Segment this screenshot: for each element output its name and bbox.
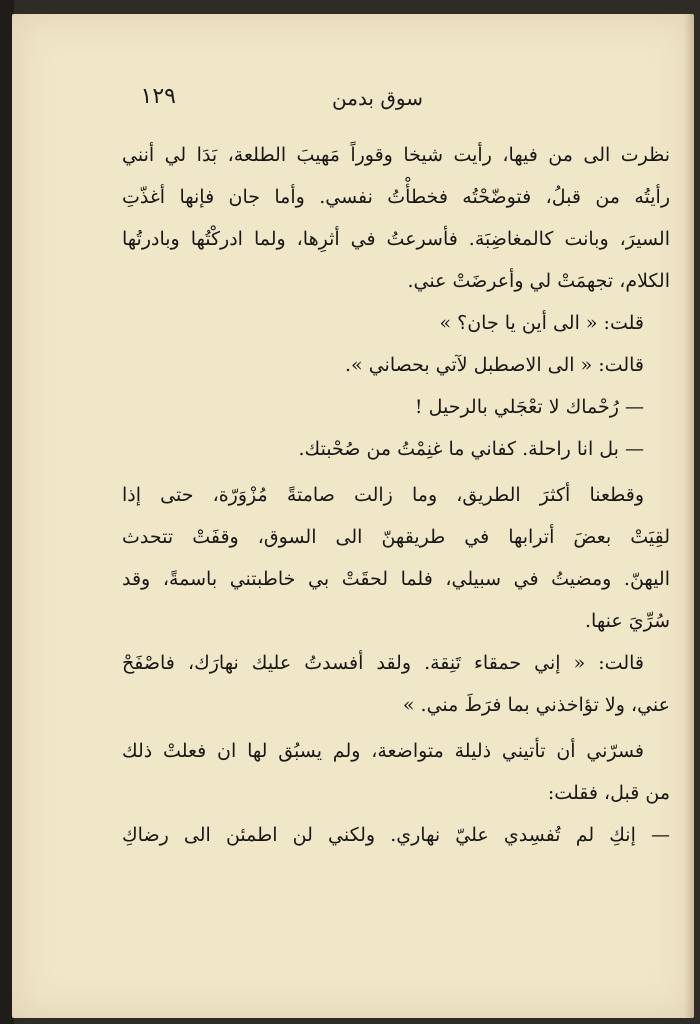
paragraph — [122, 814, 670, 856]
paragraph — [122, 642, 670, 726]
paragraph — [122, 344, 670, 386]
paragraph — [122, 730, 670, 814]
text-line: من قبل، فقلت: — [547, 782, 670, 804]
text-line: نظرت الى من فيها، رأيت شيخا وقوراً مَهيبَ الطلعة، بَدَا لي أنني — [122, 144, 670, 166]
text-line: قلت: « الى أين يا جان؟ » — [439, 312, 644, 334]
text-line: رأيتُه من قبلُ، فتوضّحْتُه فخطأْتُ نفسي. وأما جان فإنها أغذّتِ — [122, 186, 670, 208]
paragraph — [122, 474, 670, 642]
paragraph — [122, 386, 670, 428]
text-line: اليهنّ. ومضيتُ في سبيلي، فلما لحقَتْ بي خاطبتني باسمةً، وقد — [122, 568, 670, 590]
text-line: قالت: « الى الاصطبل لآتي بحصاني ». — [344, 354, 644, 376]
paragraph — [122, 428, 670, 470]
text-line: لقِيَتْ بعضَ أترابها في طريقهنّ الى السوق، وقفَتْ تتحدث — [122, 526, 670, 548]
page-number: ١٢٩ — [140, 84, 176, 109]
text-line: — رُحْماك لا تعْجَلي بالرحيل ! — [414, 396, 644, 418]
text-line: قالت: « إني حمقاء تَنِقة. ولقد أفسدتُ عليك نهارَك، فاصْفَحْ — [122, 652, 644, 674]
text-line: فسرّني أن تأتيني ذليلة متواضعة، ولم يسبُق لها ان فعلتْ ذلك — [122, 740, 644, 762]
text-line: وقطعنا أكثرَ الطريق، وما زالت صامتةً مُزْوَرّة، حتى إذا — [122, 484, 644, 506]
body-text — [122, 134, 670, 856]
text-line: الكلام، تجهمَتْ لي وأعرضَتْ عني. — [407, 270, 670, 292]
text-line: عني، ولا تؤاخذني بما فرَطَ مني. » — [402, 694, 670, 716]
page-header — [12, 84, 694, 124]
text-line: السيرَ، وبانت كالمغاضِبَة. فأسرعتُ في أثرِها، ولما ادركْتُها وبادرتُها — [122, 228, 670, 250]
text-line: — إنكِ لم تُفسِدي عليّ نهاري. ولكني لن اطمئن الى رضاكِ — [122, 824, 670, 846]
text-line: سُرِّيَ عنها. — [585, 610, 670, 632]
running-head: سوق بدمن — [332, 86, 423, 110]
paragraph — [122, 134, 670, 302]
paragraph — [122, 302, 670, 344]
text-line: — بل انا راحلة. كفاني ما غنِمْتُ من صُحْبتك. — [298, 438, 644, 460]
book-page — [12, 14, 694, 1018]
